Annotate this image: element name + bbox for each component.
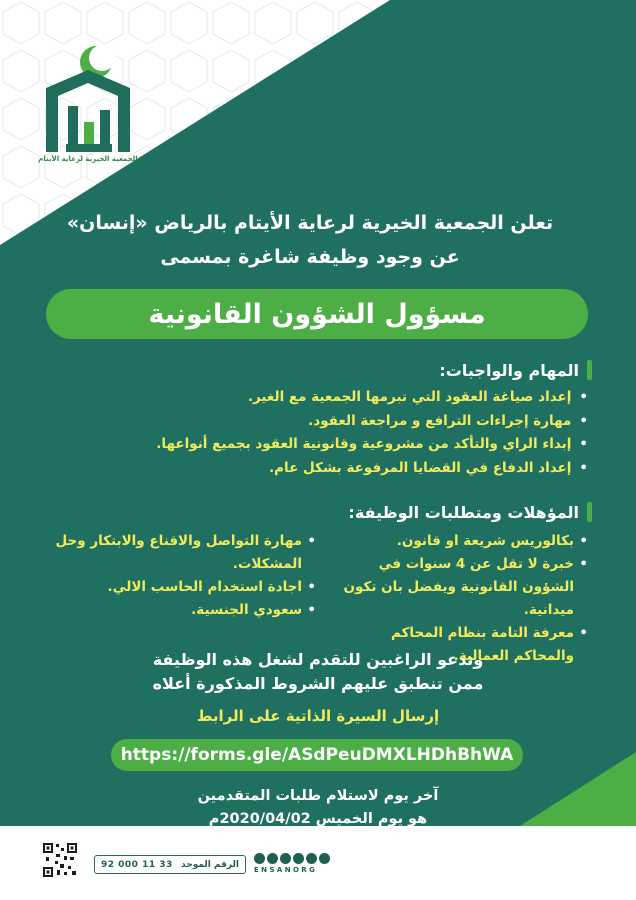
job-title-banner [46,289,588,339]
section-bar-icon [587,360,592,380]
duty-item: • إعداد صياغة العقود التي تبرمها الجمعية مع الغير. [68,386,588,410]
invitation-line-2: ممن تنطبق عليهم الشروط المذكورة أعلاه [152,674,484,693]
job-title: مسؤول الشؤون القانونية [148,298,486,330]
duties-list [68,386,588,480]
qualification-item: • معرفة التامة بنظام المحاكم والمحاكم العمالية. [328,622,588,668]
phone-number: 92 000 11 33 [101,859,173,870]
social-handle: ENSANORG [254,866,318,874]
invitation-line-1: وتدعو الراغبين للتقدم لشغل هذه الوظيفة [152,650,484,669]
announcement [40,206,580,274]
qr-code-icon[interactable] [42,842,78,878]
invitation [60,648,576,696]
send-cv-text: إرسال السيرة الذاتية على الرابط [196,707,440,725]
announcement-line-1: تعلن الجمعية الخيرية لرعاية الأيتام بالرياض «إنسان» [66,212,554,234]
qualifications-heading-text: المؤهلات ومتطلبات الوظيفة: [348,502,579,522]
application-link[interactable] [111,739,523,771]
deadline-line-1: آخر يوم لاستلام طلبات المتقدمين [197,788,439,804]
qualification-item: • بكالوريس شريعة او قانون. [328,530,588,553]
qualification-item: • سعودي الجنسية. [36,599,316,622]
duty-item: • مهارة إجراءات الترافع و مراجعة العقود. [68,410,588,434]
duty-item: • إبداء الراي والتأكد من مشروعية وقانونية العقود بجميع أنواعها. [68,433,588,457]
instagram-icon[interactable] [267,853,278,864]
qualification-item: • خبرة لا تقل عن 4 سنوات في الشؤون القانونية ويفضل بان تكون ميدانية. [328,553,588,622]
unified-phone [94,855,246,874]
social-icons [254,853,330,864]
logo-tagline: الجمعية الخيرية لرعاية الأيتام [38,155,138,163]
linkedin-icon[interactable] [254,853,265,864]
duties-heading-text: المهام والواجبات: [439,360,579,380]
deadline-line-2: هو يوم الخميس 2020/04/02م [208,811,428,827]
qualifications-heading [348,502,592,522]
qualifications-list-left [36,530,316,622]
phone-label: الرقم الموحد [181,859,239,870]
snapchat-icon[interactable] [293,853,304,864]
facebook-icon[interactable] [306,853,317,864]
twitter-icon[interactable] [319,853,330,864]
announcement-line-2: عن وجود وظيفة شاغرة بمسمى [160,246,460,268]
application-link-text[interactable]: https://forms.gle/ASdPeuDMXLHDhBhWA [120,745,514,765]
duties-heading [439,360,592,380]
youtube-icon[interactable] [280,853,291,864]
section-bar-icon [587,502,592,522]
qualification-item: • مهارة التواصل والاقناع والابتكار وحل المشكلات. [36,530,316,576]
deadline [60,785,576,831]
qualification-item: • اجادة استخدام الحاسب الالي. [36,576,316,599]
duty-item: • إعداد الدفاع في القضايا المرفوعة بشكل عام. [68,457,588,481]
